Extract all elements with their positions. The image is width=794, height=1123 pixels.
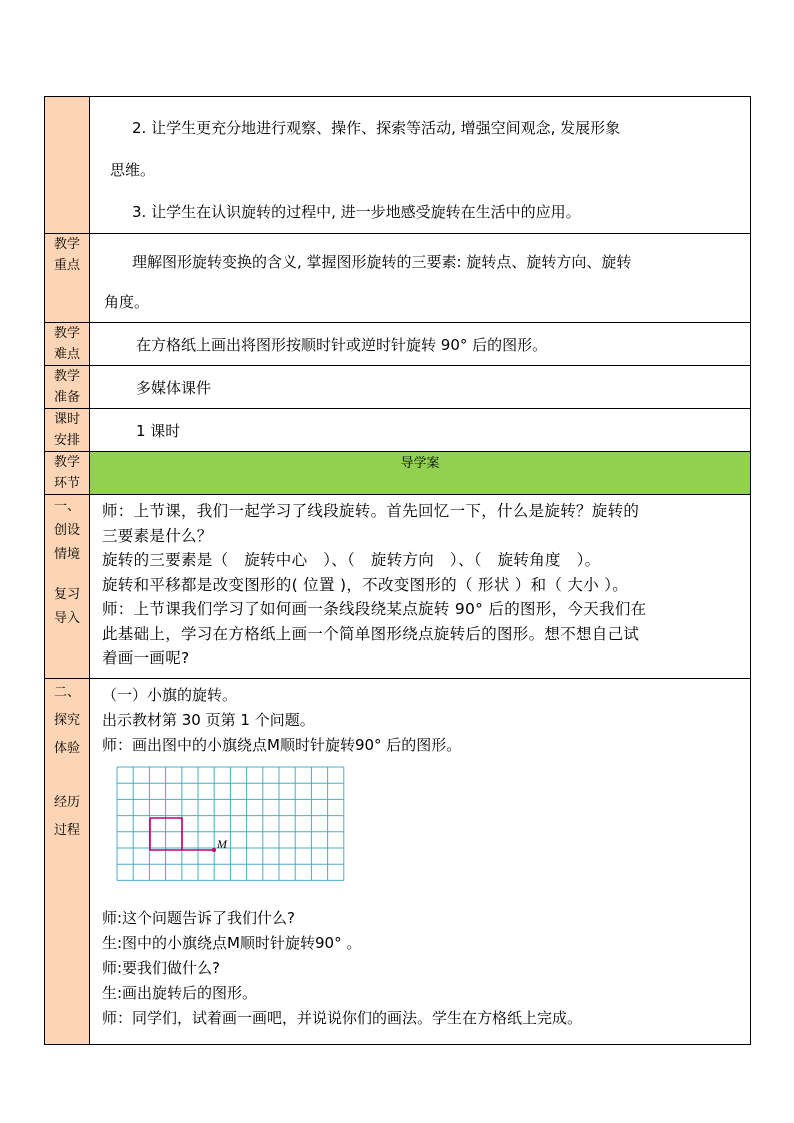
key-points-line1: 理解图形旋转变换的含义, 掌握图形旋转的三要素: 旋转点、旋转方向、旋转 [132, 253, 632, 271]
s1-line-5: 师：上节课我们学习了如何画一条线段绕某点旋转 90° 后的图形，今天我们在 [102, 600, 647, 618]
s1-line-7: 着画一画呢? [102, 649, 190, 667]
schedule-label: 课时 安排 [45, 409, 90, 452]
point-m-label: M [217, 837, 227, 851]
s2-bottom-4: 生:画出旋转后的图形。 [102, 984, 258, 1002]
preparation-cell [90, 366, 751, 409]
preparation-label: 教学 准备 [45, 366, 90, 409]
s2-bottom-3: 师:要我们做什么? [102, 959, 221, 977]
s2-top-2: 出示教材第 30 页第 1 个问题。 [102, 711, 315, 729]
goals-label-cell [45, 97, 90, 234]
schedule-cell [90, 409, 751, 452]
s2-bottom-1: 师:这个问题告诉了我们什么? [102, 909, 296, 927]
preparation-text: 多媒体课件 [136, 378, 212, 397]
difficulty-cell [90, 323, 751, 366]
schedule-text: 1 课时 [136, 421, 181, 440]
goal-2-cont: 思维。 [110, 161, 156, 179]
grid-lines [117, 767, 344, 880]
section1-cell [90, 495, 751, 679]
s2-bottom-2: 生:图中的小旗绕点M顺时针旋转90° 。 [102, 934, 362, 952]
key-points-label: 教学 重点 [45, 234, 90, 323]
s2-bottom-5: 师：同学们，试着画一画吧，并说说你们的画法。学生在方格纸上完成。 [102, 1009, 583, 1027]
s1-line-2: 三要素是什么？ [102, 526, 213, 545]
s1-line-6: 此基础上，学习在方格纸上画一个简单图形绕点旋转后的图形。想不想自己试 [102, 624, 640, 643]
section-header-label: 教学 环节 [45, 452, 90, 495]
lesson-plan-table [44, 96, 751, 1045]
difficulty-text: 在方格纸上画出将图形按顺时针或逆时针旋转 90° 后的图形。 [136, 335, 548, 354]
goal-3-text: 3. 让学生在认识旋转的过程中, 进一步地感受旋转在生活中的应用。 [132, 203, 581, 221]
goals-cell [90, 97, 751, 234]
s2-top-1: （一）小旗的旋转。 [102, 686, 238, 704]
s1-line-1: 师：上节课，我们一起学习了线段旋转。首先回忆一下，什么是旋转？旋转的 [102, 502, 640, 520]
point-m-marker [212, 848, 216, 852]
s1-line-3: 旋转的三要素是（ 旋转中心 ）、（ 旋转方向 ）、（ 旋转角度 ）。 [102, 551, 601, 569]
section1-label: 一、 创设 情境 复习 导入 [45, 495, 90, 679]
key-points-cell [90, 234, 751, 323]
grid-paper-figure [116, 766, 348, 890]
s1-line-4: 旋转和平移都是改变图形的( 位置 )，不改变图形的（ 形状 ）和（ 大小 ）。 [102, 575, 629, 594]
section-header-title: 导学案 [90, 452, 751, 495]
section2-cell [90, 679, 751, 1045]
difficulty-label: 教学 难点 [45, 323, 90, 366]
s2-top-3: 师：画出图中的小旗绕点M顺时针旋转90° 后的图形。 [102, 736, 462, 754]
section2-label: 二、 探究 体验 经历 过程 [45, 679, 90, 1045]
goal-2-text: 2. 让学生更充分地进行观察、操作、探索等活动, 增强空间观念, 发展形象 [132, 119, 621, 137]
key-points-line2: 角度。 [104, 293, 150, 311]
